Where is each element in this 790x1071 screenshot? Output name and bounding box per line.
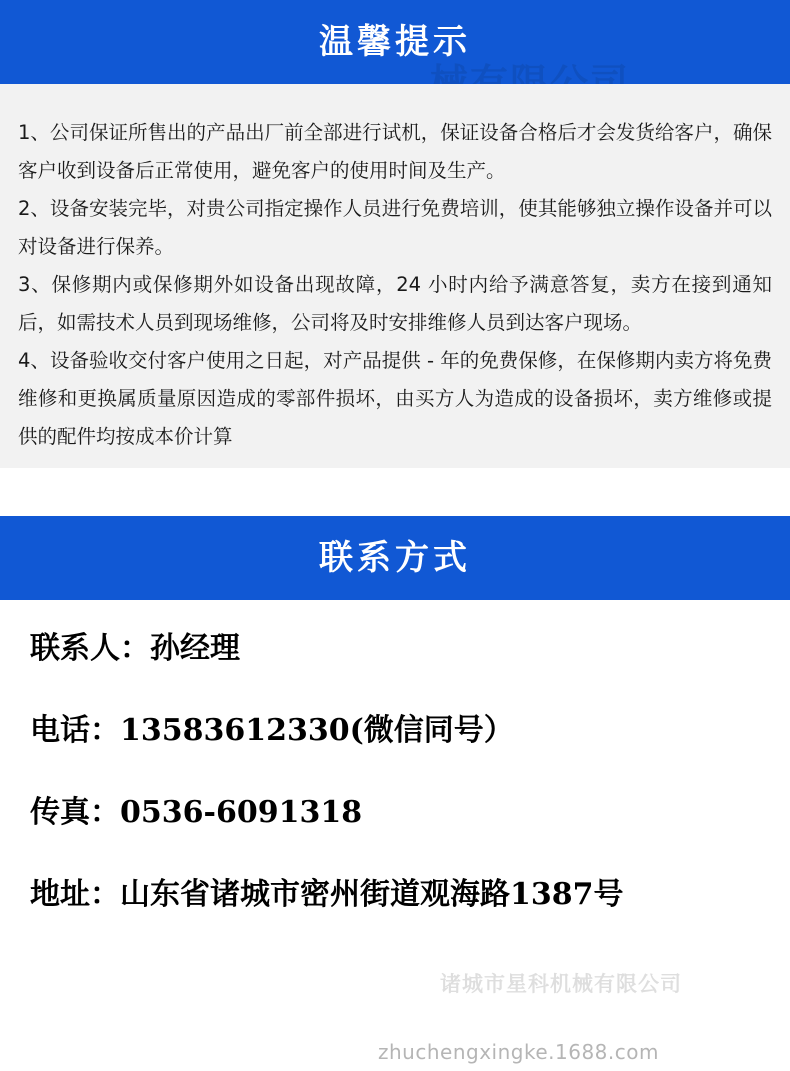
contact-fax: 传真：0536-6091318 [30,795,363,830]
contact-address: 地址：山东省诸城市密州街道观海路1387号 [30,877,624,912]
tips-paragraph-2: 2、设备安装完毕，对贵公司指定操作人员进行免费培训，使其能够独立操作设备并可以对设备进行保养。 [18,197,772,258]
watermark-bottom: zhuchengxingke.1688.com [378,1040,659,1064]
watermark-middle: 诸城市星科机械有限公司 [440,972,682,996]
section-spacer [0,468,790,516]
tips-paragraph-4: 4、设备验收交付客户使用之日起，对产品提供 - 年的免费保修，在保修期内卖方将免费维修和更换属质量原因造成的零部件损坏，由买方人为造成的设备损坏，卖方维修或提供的配件均按成本价计算 [18,349,772,448]
tips-paragraph-3: 3、保修期内或保修期外如设备出现故障，24 小时内给予满意答复，卖方在接到通知后，如需技术人员到现场维修，公司将及时安排维修人员到达客户现场。 [18,273,772,334]
tips-body [0,84,790,468]
contact-phone: 电话：13583612330(微信同号） [30,713,514,748]
contact-body [0,600,790,910]
tips-section-title: 温馨提示 [0,0,790,84]
contact-person: 联系人：孙经理 [30,631,240,666]
tips-paragraph-1: 1、公司保证所售出的产品出厂前全部进行试机，保证设备合格后才会发货给客户，确保客户收到设备后正常使用，避免客户的使用时间及生产。 [18,121,772,182]
contact-section-title: 联系方式 [0,516,790,600]
